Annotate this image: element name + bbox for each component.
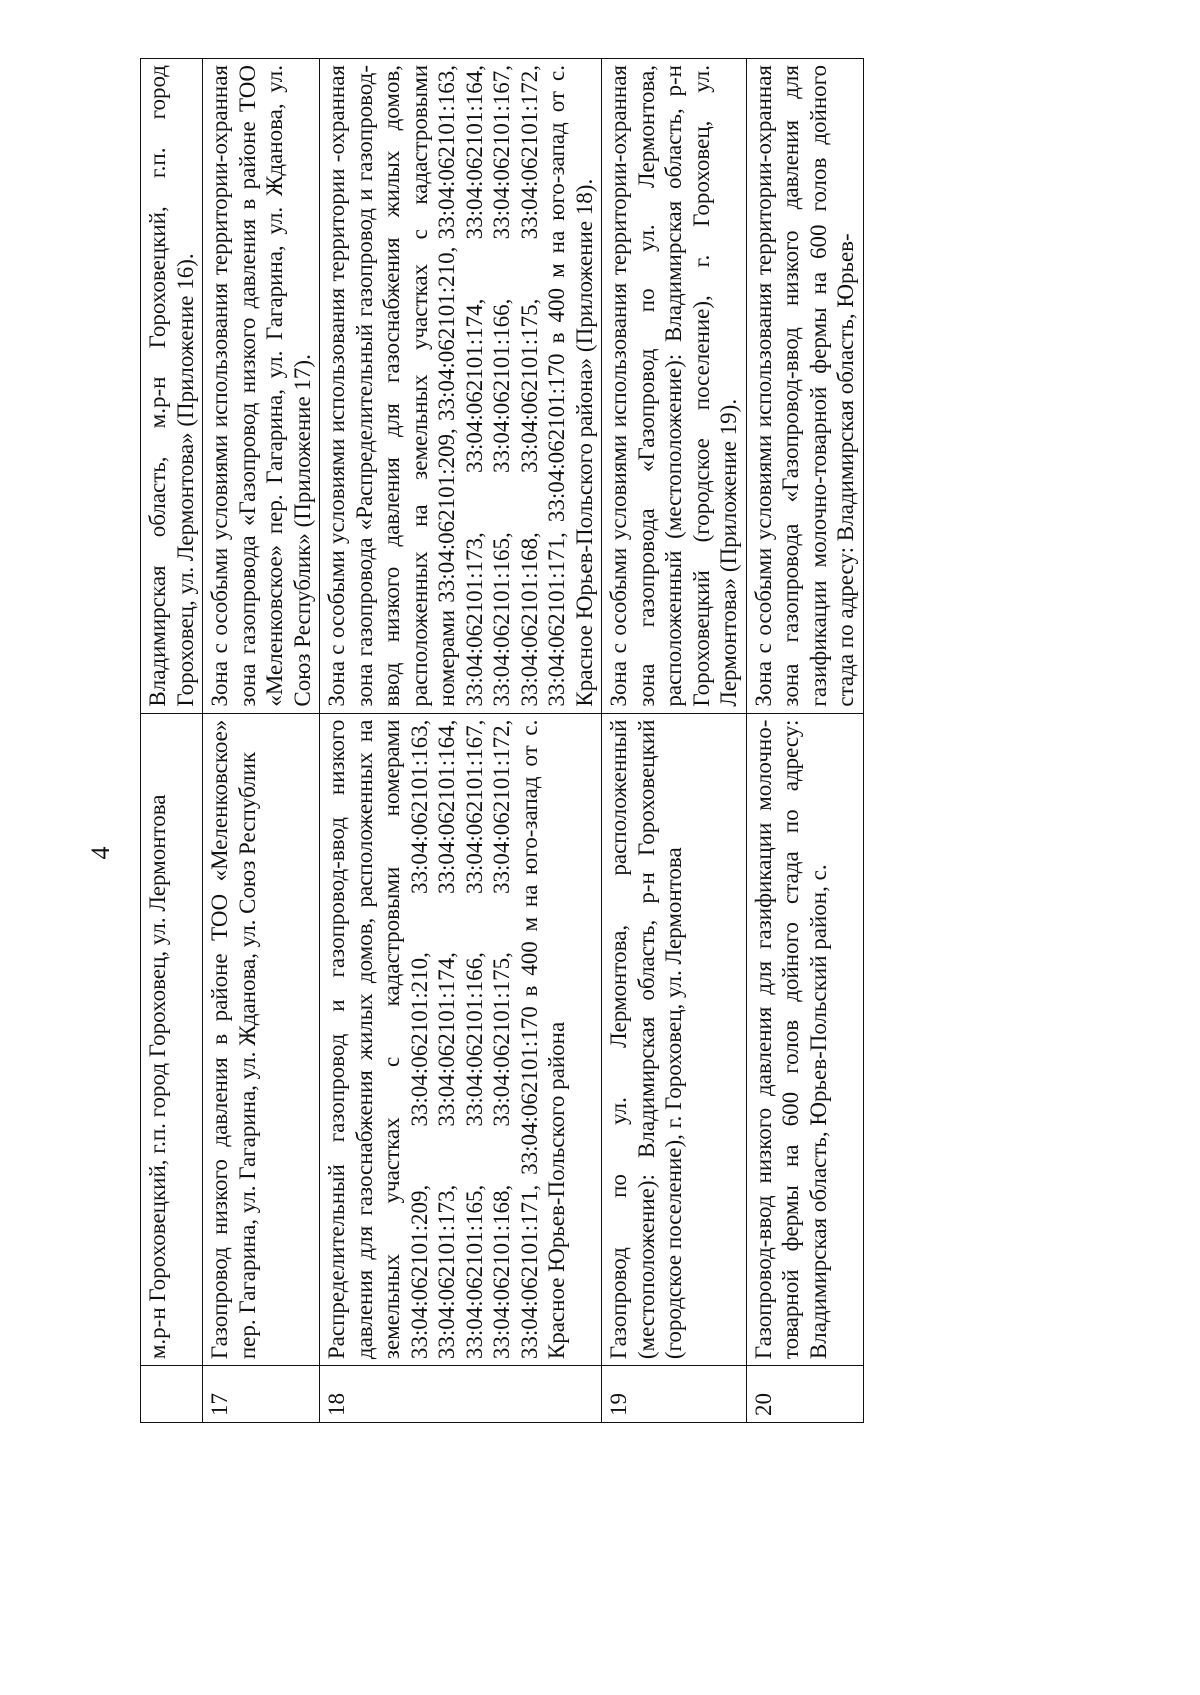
row-number: 19 [602, 1366, 747, 1423]
object-description: Газопровод низкого давления в районе ТОО «Меленковское» пер. Гагарина, ул. Гагарина, ул. Жданова, ул. Союз Республик [203, 713, 320, 1366]
table-row [746, 59, 863, 1423]
zone-description: Зона с особыми условиями использования территории-охранная зона газопровода «Газопровод по ул. Лермонтова, расположенный (местоположение): Владимирская область, р-н Гороховецкий (городское поселение), г. Гороховец, ул. Лермонтова» (Приложение 19). [602, 59, 747, 714]
landscape-content [140, 58, 1043, 1423]
zone-description: Владимирская область, м.р-н Гороховецкий, г.п. город Гороховец, ул. Лермонтова» (Приложение 16). [141, 59, 203, 714]
object-description: Газопровод по ул. Лермонтова, расположенный (местоположение): Владимирская область, р-н Гороховецкий (городское поселение), г. Гороховец, ул. Лермонтова [602, 713, 747, 1366]
row-number: 17 [203, 1366, 320, 1423]
table-row [602, 59, 747, 1423]
table-row [203, 59, 320, 1423]
table-row [320, 59, 602, 1423]
zone-description: Зона с особыми условиями использования территории-охранная зона газопровода «Газопровод низкого давления в районе ТОО «Меленковское» пер. Гагарина, ул. Гагарина, ул. Жданова, ул. Союз Республик» (Приложение 17). [203, 59, 320, 714]
rotated-table-frame [140, 58, 1043, 1423]
table-row [141, 59, 203, 1423]
object-description: Газопровод-ввод низкого давления для газификации молочно-товарной фермы на 600 голов дойного стада по адресу: Владимирская область, Юрьев-Польский район, с. [746, 713, 863, 1366]
row-number: 18 [320, 1366, 602, 1423]
object-description: Распределительный газопровод и газопровод-ввод низкого давления для газоснабжения жилых домов, расположенных на земельных участках с кадастровыми номерами 33:04:062101:209, 33:04:062101:210, 33:04:062101:163, 33:04:062101:173, 33:04:062101:174, 33:04:062101:164, 33:04:062101:165, 33:04:062101:166, 33:04:062101:167, 33:04:062101:168, 33:04:062101:175, 33:04:062101:172, 33:04:062101:171, 33:04:062101:170 в 400 м на юго-запад от с. Красное Юрьев-Польского района [320, 713, 602, 1366]
zones-table [140, 58, 864, 1423]
zone-description: Зона с особыми условиями использования территории -охранная зона газопровода «Распределительный газопровод и газопровод-ввод низкого давления для газоснабжения жилых домов, расположенных на земельных участках с кадастровыми номерами 33:04:062101:209, 33:04:062101:210, 33:04:062101:163, 33:04:062101:173, 33:04:062101:174, 33:04:062101:164, 33:04:062101:165, 33:04:062101:166, 33:04:062101:167, 33:04:062101:168, 33:04:062101:175, 33:04:062101:172, 33:04:062101:171, 33:04:062101:170 в 400 м на юго-запад от с. Красное Юрьев-Польского района» (Приложение 18). [320, 59, 602, 714]
row-number: 20 [746, 1366, 863, 1423]
row-number [141, 1366, 203, 1423]
page-number: 4 [86, 846, 115, 860]
zone-description: Зона с особыми условиями использования территории-охранная зона газопровода «Газопровод-ввод низкого давления для газификации молочно-товарной фермы на 600 голов дойного стада по адресу: Владимирская область, Юрьев- [746, 59, 863, 714]
object-description: м.р-н Гороховецкий, г.п. город Гороховец, ул. Лермонтова [141, 713, 203, 1366]
